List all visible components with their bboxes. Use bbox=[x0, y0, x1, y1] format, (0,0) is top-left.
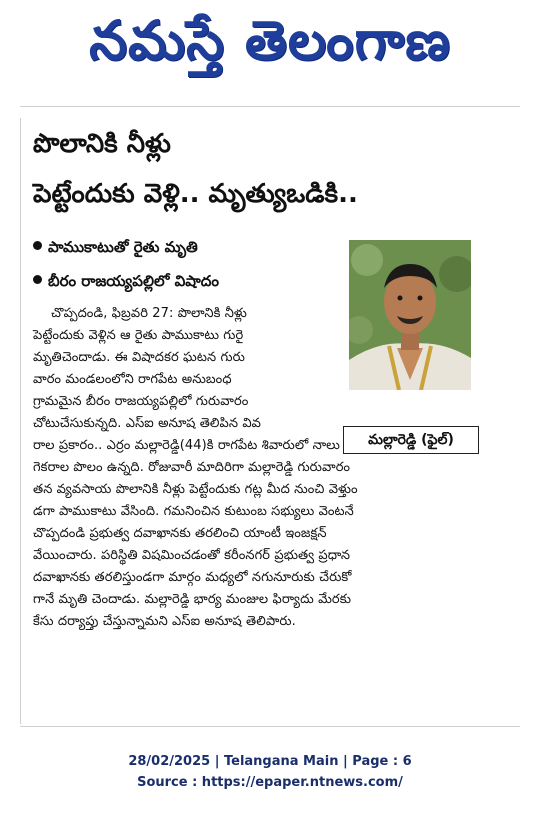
body-text-line: కేసు దర్యాప్తు చేస్తున్నామని ఎస్ఐ అనూష తెలిపారు. bbox=[33, 614, 296, 629]
body-text-line: చొప్పదండి, ఫిబ్రవరి 27: పొలానికి నీళ్లు bbox=[51, 306, 247, 321]
footer-date-edition: 28/02/2025 | Telangana Main | Page : 6 bbox=[128, 754, 412, 769]
body-text-line: దవాఖానకు తరలిస్తుండగా మార్గం మధ్యలో నగునూరుకు చేరుకో bbox=[33, 570, 352, 585]
body-text-line: డగా పాముకాటు వేసింది. గమనించిన కుటుంబ సభ్యులు వెంటనే bbox=[33, 504, 354, 519]
body-text-line: వారం మండలంలోని రాగపేట అనుబంధ bbox=[33, 372, 232, 387]
headline-line-1: పొలానికి నీళ్లు bbox=[33, 129, 171, 159]
body-text-line: రాల ప్రకారం.. ఎర్రం మల్లారెడ్డి(44)కి రాగపేట శివారులో నాలు bbox=[33, 438, 340, 453]
top-divider bbox=[20, 106, 520, 107]
subhead-bullet-1 bbox=[33, 236, 198, 258]
body-text-line: వేయించారు. పరిస్థితి విషమించడంతో కరీంనగర్ ప్రభుత్వ ప్రధాన bbox=[33, 548, 351, 563]
footer-source: Source : https://epaper.ntnews.com/ bbox=[137, 775, 403, 790]
subhead-bullet-2 bbox=[33, 270, 219, 292]
portrait-photo bbox=[349, 240, 471, 390]
bullet-dot-icon bbox=[33, 275, 42, 284]
headline-line-2: పెట్టేందుకు వెళ్లి.. మృత్యుఒడికి.. bbox=[33, 179, 358, 209]
bullet-dot-icon bbox=[33, 241, 42, 250]
body-text-line: గెకరాల పొలం ఉన్నది. రోజువారీ మాదిరిగా మల్లారెడ్డి గురువారం bbox=[33, 460, 351, 475]
newspaper-logo-title: నమస్తే తెలంగాణ bbox=[89, 9, 451, 72]
body-text-line: గానే మృతి చెందాడు. మల్లారెడ్డి భార్య మంజుల ఫిర్యాదు మేరకు bbox=[33, 592, 352, 607]
photo-caption: మల్లారెడ్డి (ఫైల్) bbox=[343, 426, 479, 454]
subhead-text: పాముకాటుతో రైతు మృతి bbox=[48, 238, 198, 256]
body-text-line: తన వ్యవసాయ పొలానికి నీళ్లు పెట్టేందుకు గట్ల మీద నుంచి వెళ్తుం bbox=[33, 482, 358, 497]
body-text-line: గ్రామమైన బీరం రాజయ్యపల్లిలో గురువారం bbox=[33, 394, 249, 409]
masthead bbox=[0, 0, 540, 100]
subhead-text: బీరం రాజయ్యపల్లిలో విషాదం bbox=[48, 272, 219, 290]
bottom-divider bbox=[20, 726, 520, 727]
body-text-line: మృతిచెందాడు. ఈ విషాదకర ఘటన గురు bbox=[33, 350, 245, 365]
man-portrait-image bbox=[349, 240, 471, 390]
news-article bbox=[20, 118, 521, 724]
body-text-line: పెట్టేందుకు వెళ్లిన ఆ రైతు పాముకాటు గురై bbox=[33, 328, 244, 343]
body-text-line: చొప్పదండి ప్రభుత్వ దవాఖానకు తరలించి యాంటీ ఇంజక్షన్ bbox=[33, 526, 327, 541]
body-text-line: చోటుచేసుకున్నది. ఎస్ఐ అనూష తెలిపిన వివ bbox=[33, 416, 262, 431]
